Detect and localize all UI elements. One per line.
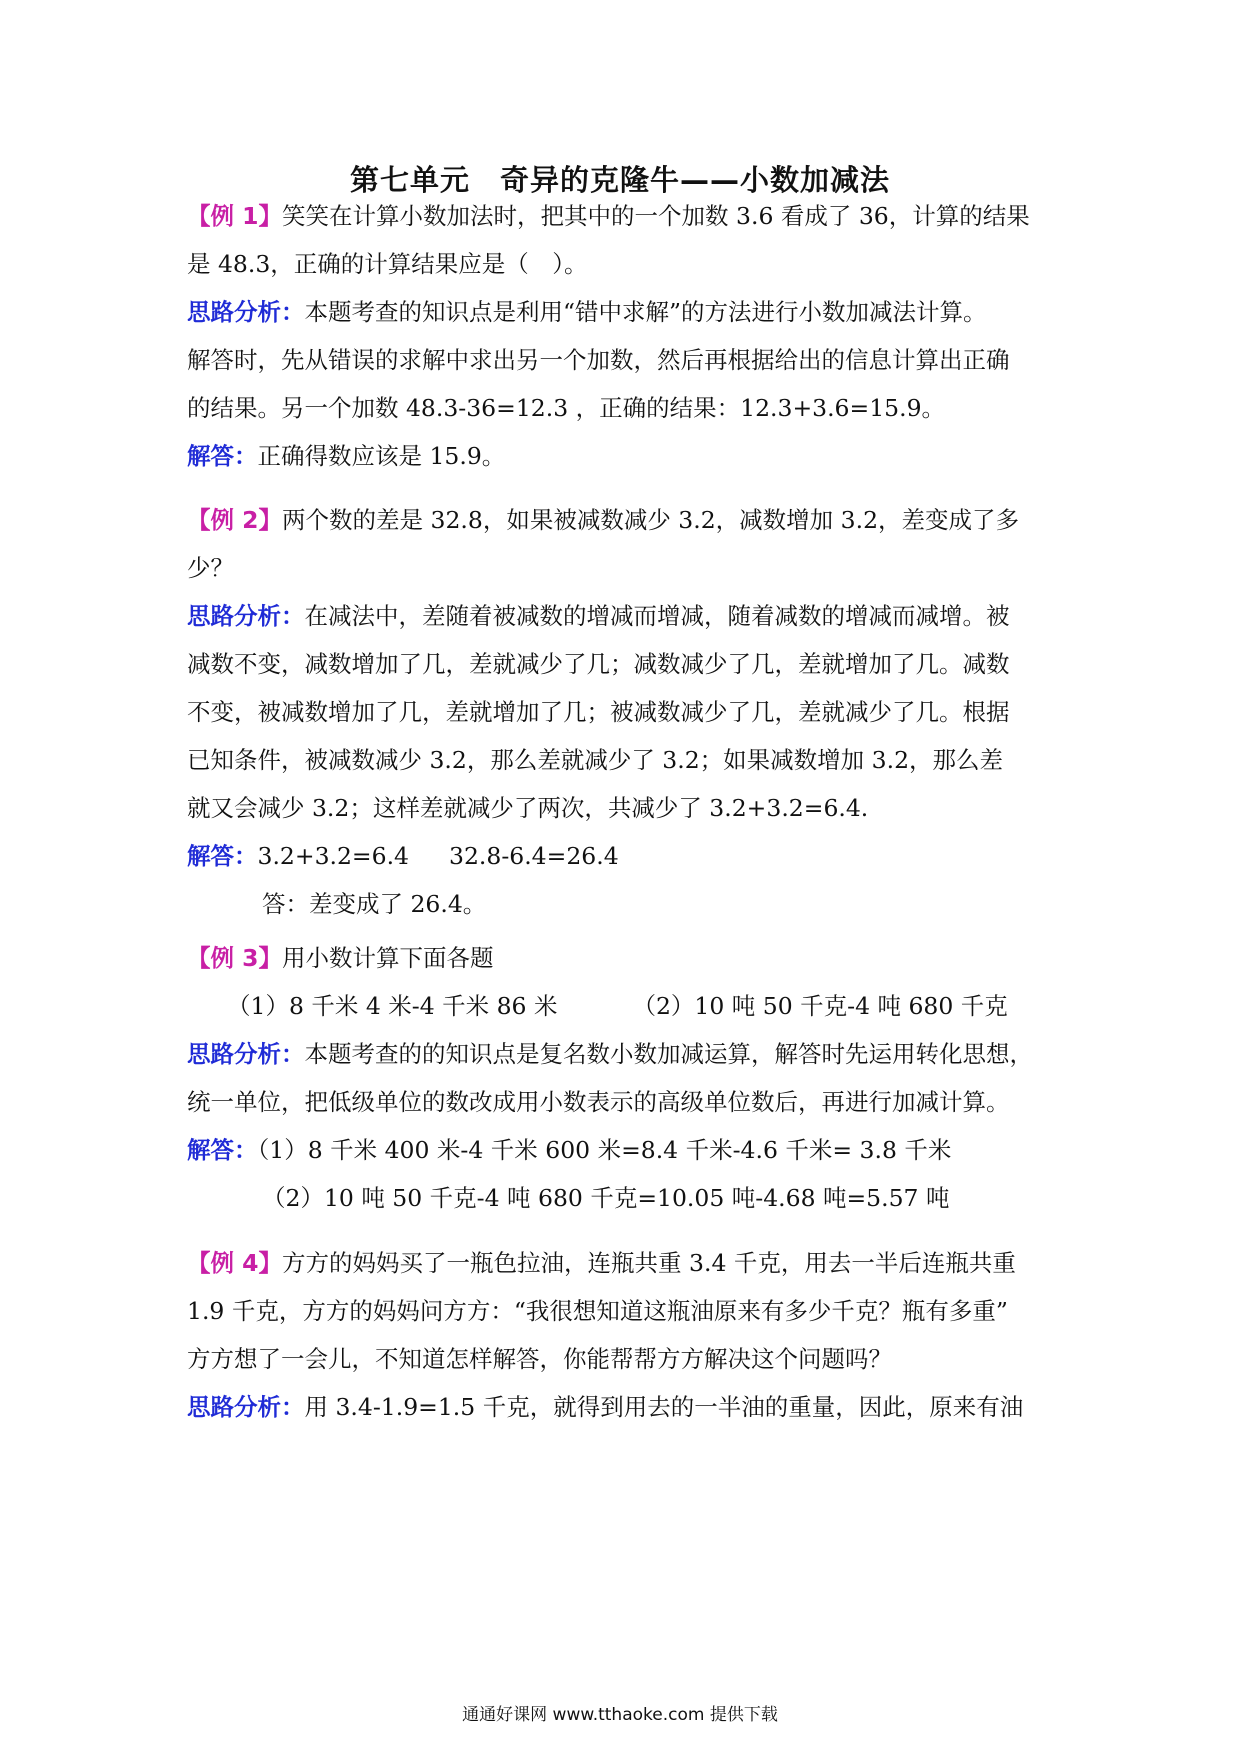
ex2-answer-line-1: 解答：3.2+3.2=6.4 32.8-6.4=26.4 [187,842,619,870]
ex2-tag: 【例 2】 [187,506,283,534]
ex4-tag: 【例 4】 [187,1249,283,1277]
example-3 [187,934,1057,1222]
ex4-question-line-3: 方方想了一会儿，不知道怎样解答，你能帮帮方方解决这个问题吗？ [187,1345,892,1373]
ex1-tag: 【例 1】 [187,202,283,230]
ex1-question-line-2: 是 48.3，正确的计算结果应是（ ）。 [187,250,588,278]
ex3-answer-label: 解答： [187,1136,258,1164]
ex4-analysis-line-1: 思路分析：用 3.4-1.9=1.5 千克，就得到用去的一半油的重量，因此，原来有油 [187,1393,1024,1421]
page-footer: 通通好课网 www.tthaoke.com 提供下载 [462,1705,778,1725]
ex2-analysis-line-2: 减数不变，减数增加了几，差就减少了几；减数减少了几，差就增加了几。减数 [187,650,1010,678]
ex3-problem-2: （2）10 吨 50 千克-4 吨 680 千克 [632,992,1008,1020]
ex2-analysis-line-3: 不变，被减数增加了几，差就增加了几；被减数减少了几，差就减少了几。根据 [187,698,1010,726]
ex3-question-line-1: 【例 3】用小数计算下面各题 [187,944,494,972]
ex2-answer-label: 解答： [187,842,258,870]
ex2-analysis-label: 思路分析： [187,602,305,630]
ex4-question-line-1: 【例 4】方方的妈妈买了一瓶色拉油，连瓶共重 3.4 千克，用去一半后连瓶共重 [187,1249,1016,1277]
ex2-question-line-1: 【例 2】两个数的差是 32.8，如果被减数减少 3.2，减数增加 3.2，差变成了多 [187,506,1020,534]
ex2-answer-line-2: 答：差变成了 26.4。 [262,890,487,918]
ex3-analysis-line-2: 统一单位，把低级单位的数改成用小数表示的高级单位数后，再进行加减计算。 [187,1088,1010,1116]
ex3-problem-1: （1）8 千米 4 米-4 千米 86 米 [227,992,558,1020]
example-4 [187,1239,1057,1431]
ex1-analysis-line-2: 解答时，先从错误的求解中求出另一个加数，然后再根据给出的信息计算出正确 [187,346,1010,374]
example-1 [187,192,1057,480]
ex3-answer-line-1: 解答：（1）8 千米 400 米-4 千米 600 米=8.4 千米-4.6 千米= 3.8 千米 [187,1136,952,1164]
ex3-tag: 【例 3】 [187,944,283,972]
ex1-answer-label: 解答： [187,442,258,470]
ex4-analysis-label: 思路分析： [187,1393,305,1421]
ex2-analysis-line-1: 思路分析：在减法中，差随着被减数的增减而增减，随着减数的增减而减增。被 [187,602,1010,630]
example-2 [187,496,1057,928]
ex1-question-line-1: 【例 1】笑笑在计算小数加法时，把其中的一个加数 3.6 看成了 36，计算的结果 [187,202,1030,230]
ex1-analysis-label: 思路分析： [187,298,305,326]
ex2-question-line-2: 少？ [187,554,234,582]
ex3-analysis-label: 思路分析： [187,1040,305,1068]
ex3-problems [187,982,1057,1030]
ex1-analysis-line-1: 思路分析：本题考查的知识点是利用“错中求解”的方法进行小数加减法计算。 [187,298,987,326]
ex3-answer-line-2: （2）10 吨 50 千克-4 吨 680 千克=10.05 吨-4.68 吨=5.57 吨 [262,1184,950,1212]
page-title: 第七单元 奇异的克隆牛——小数加减法 [349,163,890,197]
ex2-analysis-line-5: 就又会减少 3.2；这样差就减少了两次，共减少了 3.2+3.2=6.4. [187,794,869,822]
ex2-analysis-line-4: 已知条件，被减数减少 3.2，那么差就减少了 3.2；如果减数增加 3.2，那么差 [187,746,1004,774]
ex1-answer: 解答：正确得数应该是 15.9。 [187,442,506,470]
ex1-analysis-line-3: 的结果。另一个加数 48.3-36=12.3 ，正确的结果：12.3+3.6=15.9。 [187,394,946,422]
ex3-analysis-line-1: 思路分析：本题考查的的知识点是复名数小数加减运算，解答时先运用转化思想， [187,1040,1033,1068]
ex4-question-line-2: 1.9 千克，方方的妈妈问方方：“我很想知道这瓶油原来有多少千克？瓶有多重” [187,1297,1008,1325]
